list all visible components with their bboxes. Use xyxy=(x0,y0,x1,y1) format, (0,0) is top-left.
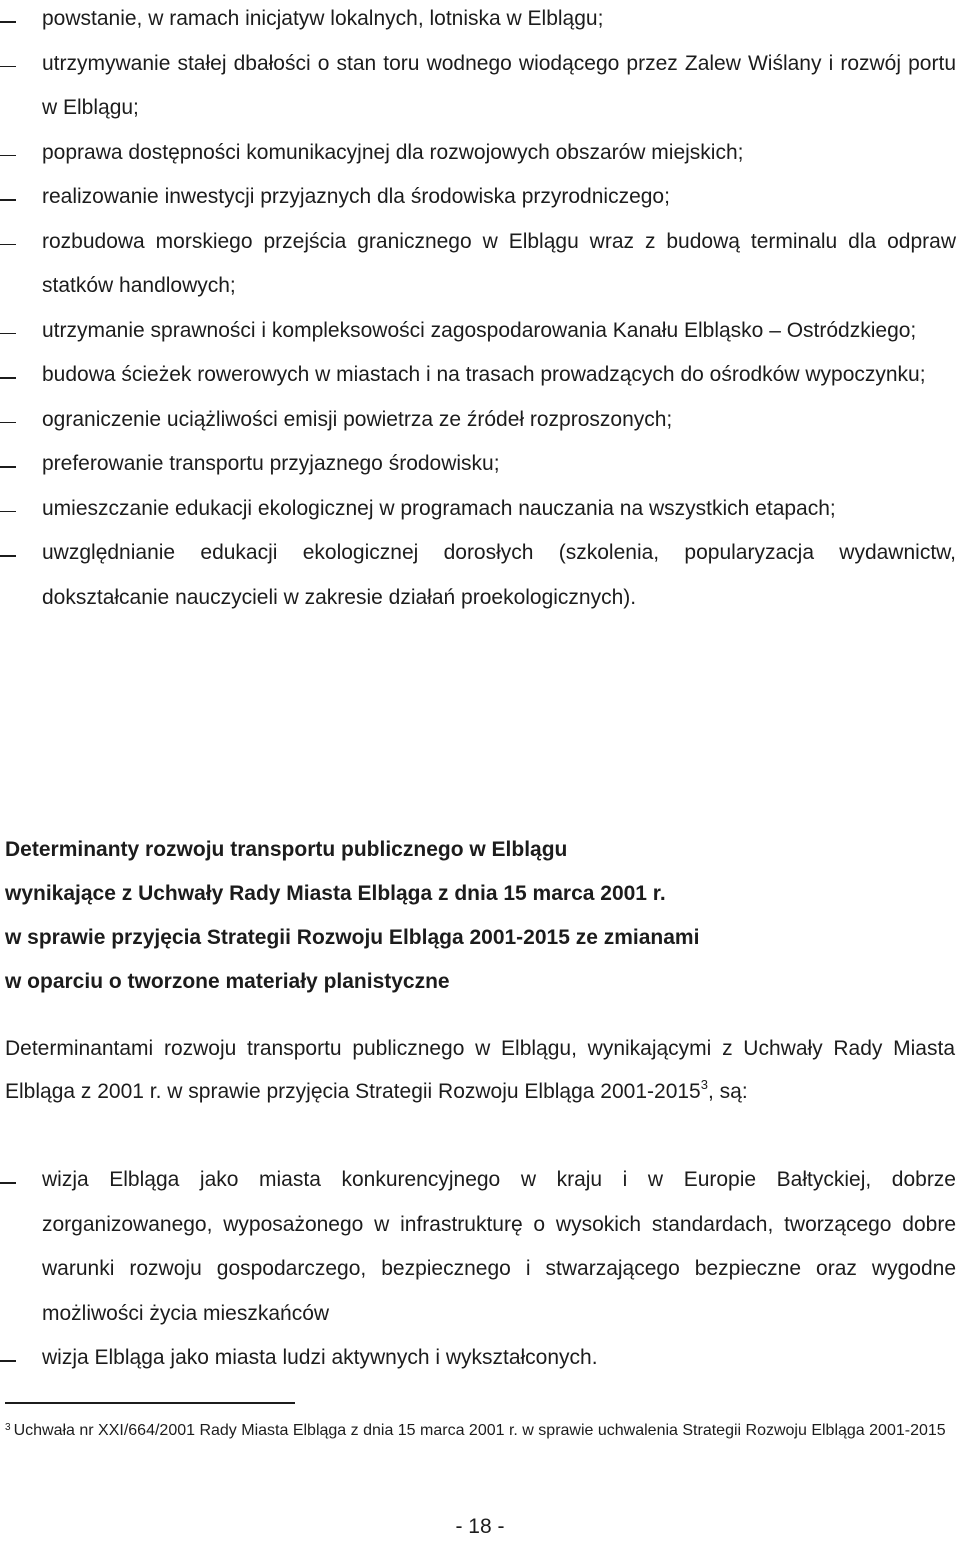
footnote-text: Uchwała nr XXI/664/2001 Rady Miasta Elbląga z dnia 15 marca 2001 r. w sprawie uchwalenia Strategii Rozwoju Elbląga 2001-2015 xyxy=(13,1422,946,1439)
vision-list xyxy=(0,1158,960,1381)
list-item: powstanie, w ramach inicjatyw lokalnych, lotniska w Elblągu; xyxy=(0,0,960,42)
list-item: preferowanie transportu przyjaznego środowisku; xyxy=(0,442,960,487)
heading-line: Determinanty rozwoju transportu publicznego w Elblągu xyxy=(5,838,568,861)
footnote-separator xyxy=(5,1402,295,1404)
list-item: realizowanie inwestycji przyjaznych dla środowiska przyrodniczego; xyxy=(0,175,960,220)
list-item: poprawa dostępności komunikacyjnej dla rozwojowych obszarów miejskich; xyxy=(0,131,960,176)
heading-line: wynikające z Uchwały Rady Miasta Elbląga z dnia 15 marca 2001 r. xyxy=(5,882,666,905)
list-item: umieszczanie edukacji ekologicznej w programach nauczania na wszystkich etapach; xyxy=(0,487,960,532)
list-item: utrzymywanie stałej dbałości o stan toru wodnego wiodącego przez Zalew Wiślany i rozwój portu w Elblągu; xyxy=(0,42,960,131)
list-item: uwzględnianie edukacji ekologicznej dorosłych (szkolenia, popularyzacja wydawnictw, dokształcanie nauczycieli w zakresie działań proekologicznych). xyxy=(0,531,960,620)
list-item: ograniczenie uciążliwości emisji powietrza ze źródeł rozproszonych; xyxy=(0,398,960,443)
intro-paragraph xyxy=(5,1027,955,1113)
list-item: wizja Elbląga jako miasta ludzi aktywnych i wykształconych. xyxy=(0,1336,960,1381)
goals-list xyxy=(0,0,960,620)
list-item: utrzymanie sprawności i kompleksowości zagospodarowania Kanału Elbląsko – Ostródzkiego; xyxy=(0,309,960,354)
heading-line: w sprawie przyjęcia Strategii Rozwoju Elbląga 2001-2015 ze zmianami xyxy=(5,926,700,949)
footnote-reference[interactable]: 3 xyxy=(700,1077,708,1092)
list-item: rozbudowa morskiego przejścia granicznego w Elblągu wraz z budową terminalu dla odpraw statków handlowych; xyxy=(0,220,960,309)
footnote xyxy=(5,1419,955,1443)
section-heading xyxy=(5,828,955,1004)
list-item: wizja Elbląga jako miasta konkurencyjnego w kraju i w Europie Bałtyckiej, dobrze zorganizowanego, wyposażonego w infrastrukturę o wysokich standardach, tworzącego dobre warunki rozwoju gospodarczego, bezpiecznego i stwarzającego bezpieczne oraz wygodne możliwości życia mieszkańców xyxy=(0,1158,960,1336)
heading-line: w oparciu o tworzone materiały planistyczne xyxy=(5,970,450,993)
list-item: budowa ścieżek rowerowych w miastach i na trasach prowadzących do ośrodków wypoczynku; xyxy=(0,353,960,398)
paragraph-text-end: , są: xyxy=(707,1080,748,1103)
paragraph-text: Determinantami rozwoju transportu publicznego w Elblągu, wynikającymi z Uchwały Rady Miasta Elbląga z 2001 r. w sprawie przyjęcia Strategii Rozwoju Elbląga 2001-2015 xyxy=(5,1037,955,1103)
footnote-number: 3 xyxy=(5,1422,11,1433)
page-number: - 18 - xyxy=(455,1515,505,1538)
